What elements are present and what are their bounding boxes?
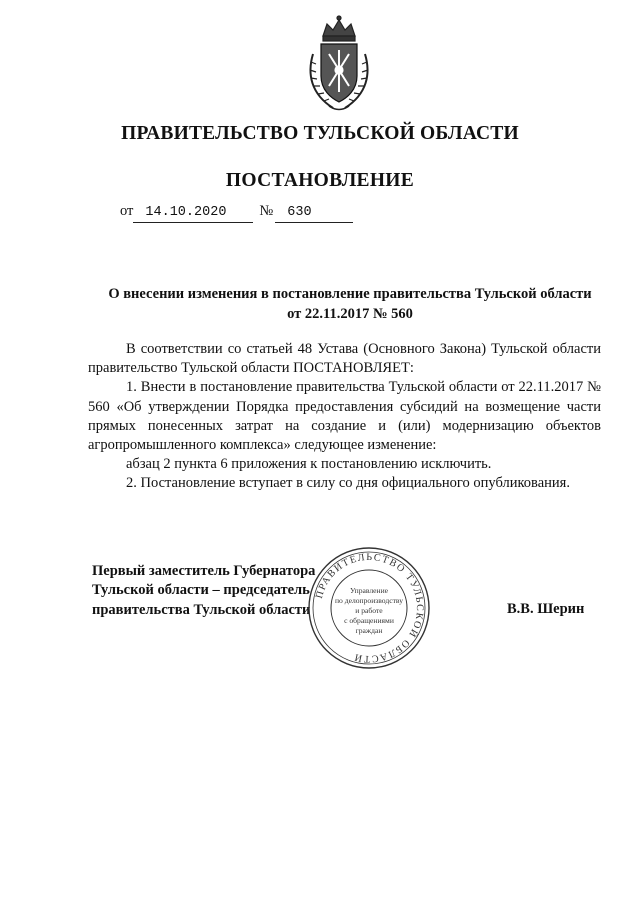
signature-line-3: правительства Тульской области [92,601,311,618]
signatory-name: В.В. Шерин [507,601,585,617]
date-value: 14.10.2020 [133,205,253,223]
signature-line-2: Тульской области – председатель [92,582,310,599]
tula-coat-of-arms-icon [303,14,375,114]
date-number-line [120,203,359,223]
item-2-paragraph: 2. Постановление вступает в силу со дня официального опубликования. [126,475,570,492]
stamp-center-line-4: с обращениями [344,616,394,625]
document-subject [80,284,620,324]
preamble-paragraph: В соответствии со статьей 48 Устава (Основного Закона) Тульской области правительство Тульской области ПОСТАНОВЛЯЕТ: [88,341,601,377]
signature-block [92,562,315,620]
subject-line-2: от 22.11.2017 № 560 [287,306,413,322]
number-label: № [259,203,274,219]
stamp-ring-text: ПРАВИТЕЛЬСТВО ТУЛЬСКОЙ ОБЛАСТИ [313,551,426,665]
stamp-center-line-2: по делопроизводству [334,596,404,605]
signature-line-1: Первый заместитель Губернатора [92,563,316,579]
government-title: ПРАВИТЕЛЬСТВО ТУЛЬСКОЙ ОБЛАСТИ [121,123,519,144]
stamp-center-line-1: Управление [349,586,389,595]
subject-line-1: О внесении изменения в постановление правительства Тульской области [108,286,592,302]
stamp-center-line-3: и работе [355,606,383,615]
stamp-center-line-5: граждан [355,626,383,635]
document-type: ПОСТАНОВЛЕНИЕ [225,170,415,191]
item-1-sub-paragraph: абзац 2 пункта 6 приложения к постановлению исключить. [126,456,492,473]
number-value: 630 [275,205,353,223]
document-body [88,340,601,494]
date-label: от [120,203,134,219]
item-1-paragraph: 1. Внести в постановление правительства Тульской области от 22.11.2017 № 560 «Об утверждении Порядка предоставления субсидий на возмещение части прямых понесенных затрат на создание и (или) модернизацию объектов агропромышленного комплекса» следующее изменение: [88,379,601,454]
official-stamp [306,545,432,671]
